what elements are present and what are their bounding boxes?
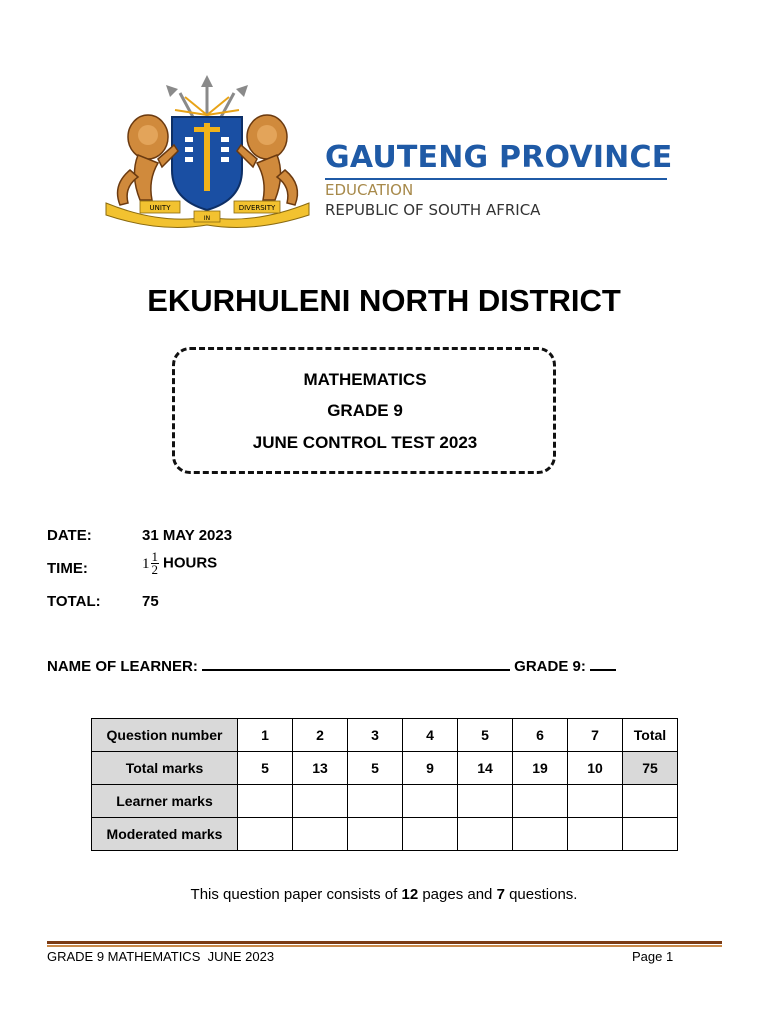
question-3: 3 xyxy=(348,719,403,752)
total-header: Total xyxy=(623,719,678,752)
learner-name-label: NAME OF LEARNER: xyxy=(47,658,198,675)
total-marks-sum: 75 xyxy=(623,752,678,785)
question-7: 7 xyxy=(568,719,623,752)
total-marks-q4: 9 xyxy=(403,752,458,785)
table-row xyxy=(92,752,678,785)
total-marks-q2: 13 xyxy=(293,752,348,785)
question-1: 1 xyxy=(238,719,293,752)
time-whole: 1 xyxy=(142,555,150,572)
time-denominator: 2 xyxy=(151,562,158,577)
learner-grade-field[interactable] xyxy=(590,655,616,671)
footer-rule xyxy=(47,941,722,944)
time-label: TIME: xyxy=(47,560,88,577)
motto-in: IN xyxy=(203,215,211,222)
total-marks-q3: 5 xyxy=(348,752,403,785)
district-title: EKURHULENI NORTH DISTRICT xyxy=(147,283,621,318)
question-6: 6 xyxy=(513,719,568,752)
question-count: 7 xyxy=(496,886,505,903)
moderated-marks-cell[interactable] xyxy=(293,818,348,851)
moderated-marks-total[interactable] xyxy=(623,818,678,851)
question-5: 5 xyxy=(458,719,513,752)
coat-of-arms-logo xyxy=(100,75,315,230)
moderated-marks-cell[interactable] xyxy=(513,818,568,851)
table-row xyxy=(92,719,678,752)
time-numerator: 1 xyxy=(151,549,158,564)
moderated-marks-cell[interactable] xyxy=(238,818,293,851)
paper-info-line xyxy=(0,886,768,903)
motto-diversity: DIVERSITY xyxy=(238,204,276,212)
motto-unity: UNITY xyxy=(149,204,171,212)
footer-rule-light xyxy=(47,945,722,947)
total-marks-q1: 5 xyxy=(238,752,293,785)
learner-marks-cell[interactable] xyxy=(403,785,458,818)
department-name: EDUCATION xyxy=(325,181,414,199)
country-name: REPUBLIC OF SOUTH AFRICA xyxy=(325,201,541,219)
question-4: 4 xyxy=(403,719,458,752)
date-value: 31 MAY 2023 xyxy=(142,527,233,544)
table-row xyxy=(92,785,678,818)
total-value: 75 xyxy=(142,593,159,610)
moderated-marks-cell[interactable] xyxy=(403,818,458,851)
total-marks-q7: 10 xyxy=(568,752,623,785)
question-number-header: Question number xyxy=(92,719,238,752)
learner-marks-total[interactable] xyxy=(623,785,678,818)
learner-marks-cell[interactable] xyxy=(513,785,568,818)
moderated-marks-cell[interactable] xyxy=(458,818,513,851)
consists-mid: pages and xyxy=(418,886,497,903)
moderated-marks-cell[interactable] xyxy=(348,818,403,851)
province-underline xyxy=(325,178,667,180)
learner-marks-cell[interactable] xyxy=(458,785,513,818)
page-count: 12 xyxy=(401,886,419,903)
table-row xyxy=(92,818,678,851)
time-fraction xyxy=(142,551,159,576)
learner-marks-cell[interactable] xyxy=(568,785,623,818)
footer-title: GRADE 9 MATHEMATICS JUNE 2023 xyxy=(47,949,275,964)
time-value xyxy=(142,551,217,576)
learner-marks-cell[interactable] xyxy=(348,785,403,818)
exam-subject: MATHEMATICS xyxy=(303,370,427,389)
time-unit: HOURS xyxy=(163,554,218,572)
total-label: TOTAL: xyxy=(47,593,101,610)
province-name: GAUTENG PROVINCE xyxy=(325,140,673,175)
consists-pre: This question paper consists of xyxy=(190,886,402,903)
moderated-marks-cell[interactable] xyxy=(568,818,623,851)
learner-name-field[interactable] xyxy=(202,655,510,671)
exam-grade: GRADE 9 xyxy=(327,401,403,420)
question-2: 2 xyxy=(293,719,348,752)
learner-marks-label: Learner marks xyxy=(92,785,238,818)
learner-marks-cell[interactable] xyxy=(238,785,293,818)
moderated-marks-label: Moderated marks xyxy=(92,818,238,851)
total-marks-q5: 14 xyxy=(458,752,513,785)
date-label: DATE: xyxy=(47,527,92,544)
learner-line xyxy=(47,655,616,675)
consists-post: questions. xyxy=(504,886,578,903)
exam-title: JUNE CONTROL TEST 2023 xyxy=(252,433,478,452)
learner-grade-label: GRADE 9: xyxy=(514,658,586,675)
learner-marks-cell[interactable] xyxy=(293,785,348,818)
total-marks-label: Total marks xyxy=(92,752,238,785)
marks-table xyxy=(91,718,678,851)
total-marks-q6: 19 xyxy=(513,752,568,785)
page-number: Page 1 xyxy=(632,949,674,964)
